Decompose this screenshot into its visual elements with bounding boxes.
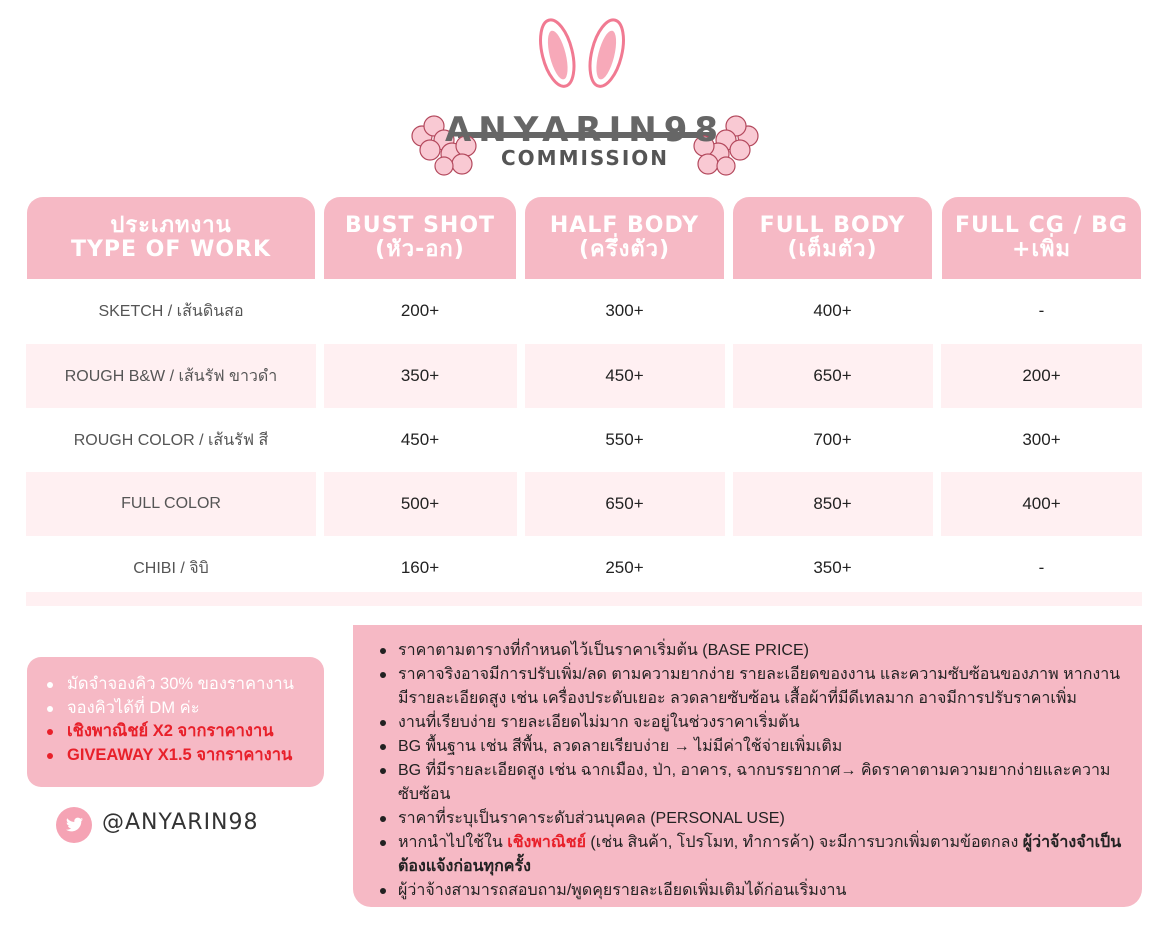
price-cell: 500+ xyxy=(400,494,440,513)
header-line: TYPE OF WORK xyxy=(70,237,272,262)
term-item-commercial xyxy=(398,831,1122,879)
price-cell: 400+ xyxy=(1022,494,1061,513)
term-item: BG พื้นฐาน เช่น สีพื้น, ลวดลายเรียบง่าย → ไม่มีค่าใช้จ่ายเพิ่มเติม xyxy=(398,735,1122,759)
header-full-body xyxy=(733,197,932,279)
row-label-full-color: FULL COLOR xyxy=(121,495,221,512)
term-text: หากนำไปใช้ใน xyxy=(398,834,508,851)
price-cell: 300+ xyxy=(605,301,644,320)
header-line: ประเภทงาน xyxy=(110,213,232,238)
row-label-rough-color: ROUGH COLOR / เส้นรัฟ สี xyxy=(73,431,269,449)
note-item-commercial: เชิงพาณิชย์ X2 จากราคางาน xyxy=(67,720,324,744)
term-item: BG ที่มีรายละเอียดสูง เช่น ฉากเมือง, ป่า, อาคาร, ฉากบรรยากาศ→ คิดราคาตามความยากง่ายและความซับซ้อน xyxy=(398,759,1122,807)
header-type-of-work xyxy=(27,197,315,279)
price-cell: 450+ xyxy=(605,366,644,385)
row-label-rough-bw: ROUGH B&W / เส้นรัฟ ขาวดำ xyxy=(64,367,278,385)
price-cell: - xyxy=(1038,301,1045,320)
term-item: งานที่เรียบง่าย รายละเอียดไม่มาก จะอยู่ในช่วงราคาเริ่มต้น xyxy=(398,711,1122,735)
logo xyxy=(400,18,770,178)
logo-subtitle: COMMISSION xyxy=(500,146,670,170)
price-cell: 400+ xyxy=(813,301,852,320)
price-cell: 200+ xyxy=(400,301,440,320)
column-gap xyxy=(316,472,324,536)
term-item: ราคาที่ระบุเป็นราคาระดับส่วนบุคคล (PERSONAL USE) xyxy=(398,807,1122,831)
price-cell: 650+ xyxy=(605,494,644,513)
header-line: FULL CG / BG xyxy=(955,213,1128,238)
terms-box xyxy=(353,625,1142,907)
header-line: BUST SHOT xyxy=(344,213,496,238)
header-line: (ครึ่งตัว) xyxy=(578,237,671,262)
column-gap xyxy=(725,344,733,408)
row-label-chibi: CHIBI / จิบิ xyxy=(133,559,209,577)
price-cell: 200+ xyxy=(1022,366,1061,385)
header-bust-shot xyxy=(324,197,516,279)
price-cell: 850+ xyxy=(813,494,852,513)
term-text: (เช่น สินค้า, โปรโมท, ทำการค้า) จะมีการบวกเพิ่มตามข้อตกลง xyxy=(585,834,1023,851)
price-cell: 700+ xyxy=(813,430,852,449)
twitter-handle[interactable]: @ANYARIN98 xyxy=(102,810,259,835)
header-line: +เพิ่ม xyxy=(1012,237,1071,262)
column-gap xyxy=(517,472,525,536)
price-cell: 450+ xyxy=(400,430,440,449)
row-label-sketch: SKETCH / เส้นดินสอ xyxy=(98,302,244,320)
price-cell: 650+ xyxy=(813,366,852,385)
price-cell: - xyxy=(1038,558,1045,577)
column-gap xyxy=(725,472,733,536)
price-cell: 250+ xyxy=(605,558,644,577)
twitter-icon[interactable] xyxy=(56,807,92,843)
header-line: (หัว-อก) xyxy=(375,237,465,262)
term-item: ผู้ว่าจ้างสามารถสอบถาม/พูดคุยรายละเอียดเพิ่มเติมได้ก่อนเริ่มงาน xyxy=(398,879,1122,903)
term-item: ราคาจริงอาจมีการปรับเพิ่ม/ลด ตามความยากง่าย รายละเอียดของงาน และความซับซ้อนของภาพ หากงานมีรายละเอียดสูง เช่น เครื่องประดับเยอะ ลวดลายซับซ้อน เสื้อผ้าที่มีดีเทลมาก อาจมีการปรับราคาเพิ่ม xyxy=(398,663,1122,711)
note-item: มัดจำจองคิว 30% ของราคางาน xyxy=(67,673,324,697)
logo-title: ANYARIN98 xyxy=(444,110,726,150)
column-gap xyxy=(933,472,941,536)
header-line: (เต็มตัว) xyxy=(787,237,878,262)
column-gap xyxy=(933,344,941,408)
header-half-body xyxy=(525,197,724,279)
term-highlight-commercial: เชิงพาณิชย์ xyxy=(507,834,586,851)
deposit-notes-box xyxy=(27,657,324,787)
header-line: HALF BODY xyxy=(549,213,700,238)
price-cell: 550+ xyxy=(605,430,644,449)
note-item-giveaway: GIVEAWAY X1.5 จากราคางาน xyxy=(67,744,324,768)
column-gap xyxy=(316,344,324,408)
price-cell: 350+ xyxy=(813,558,852,577)
price-cell: 300+ xyxy=(1022,430,1061,449)
price-cell: 160+ xyxy=(400,558,440,577)
term-item: ราคาตามตารางที่กำหนดไว้เป็นราคาเริ่มต้น (BASE PRICE) xyxy=(398,639,1122,663)
note-item: จองคิวได้ที่ DM ค่ะ xyxy=(67,697,324,721)
header-full-cg-bg xyxy=(942,197,1141,279)
column-gap xyxy=(517,344,525,408)
price-cell: 350+ xyxy=(400,366,440,385)
header-line: FULL BODY xyxy=(759,213,906,238)
term-highlight-notify: ผู้ว่าจ้างจำเป็นต้องแจ้งก่อนทุกครั้ง xyxy=(398,834,1122,875)
